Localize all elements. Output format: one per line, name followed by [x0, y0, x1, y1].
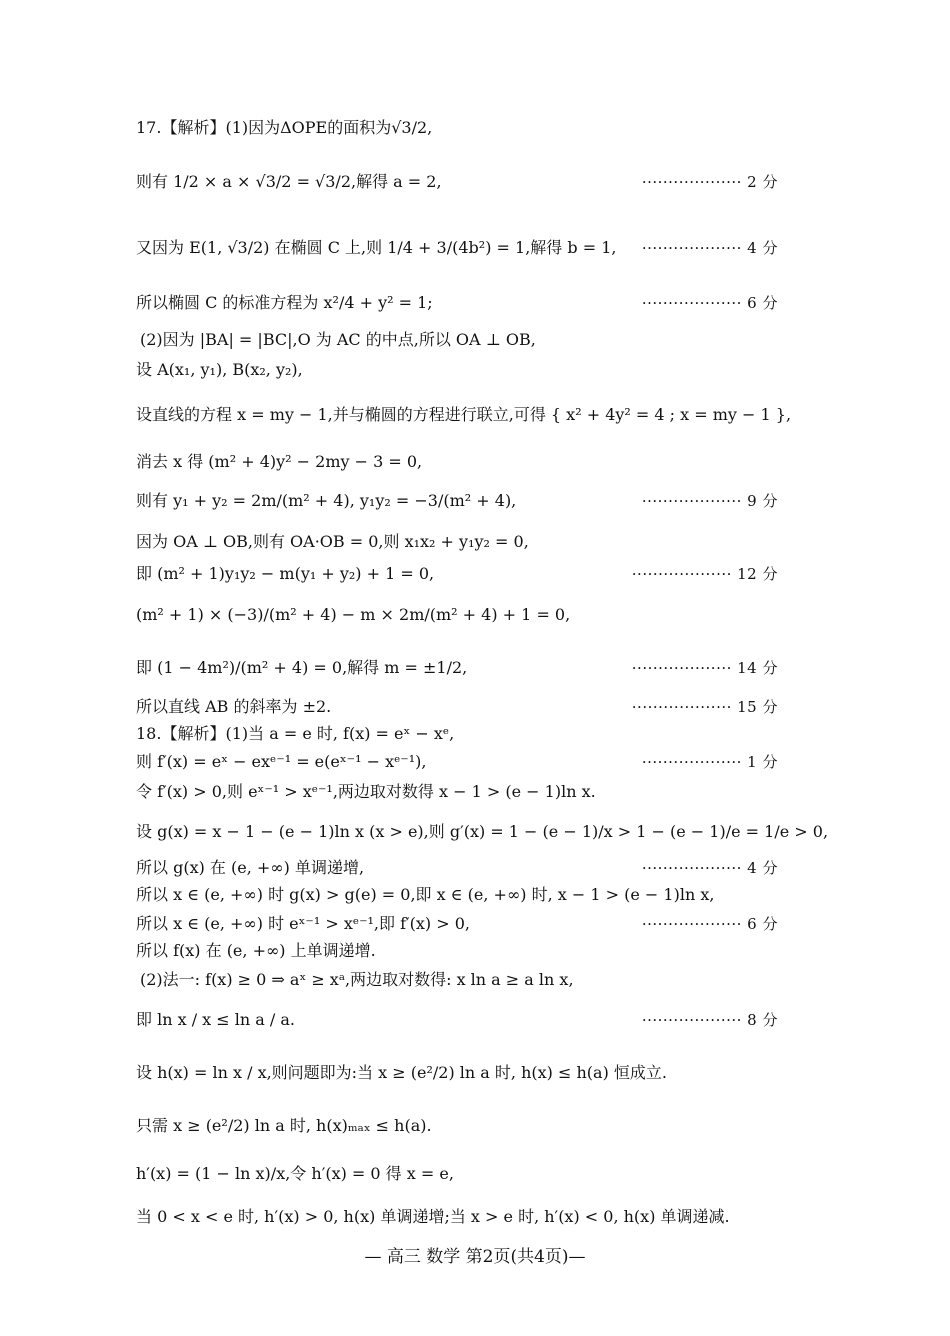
solution-line-11: 即 (m² + 1)y₁y₂ − m(y₁ + y₂) + 1 = 0, — [136, 564, 435, 583]
score-marker: ··················· 1 分 — [641, 753, 778, 771]
solution-line-9: 则有 y₁ + y₂ = 2m/(m² + 4), y₁y₂ = −3/(m² + 4), — [136, 491, 517, 510]
solution-line-15: 18.【解析】(1)当 a = e 时, f(x) = eˣ − xᵉ, — [136, 724, 455, 743]
solution-line-14: 所以直线 AB 的斜率为 ±2. — [136, 697, 332, 716]
solution-line-27: h′(x) = (1 − ln x)/x,令 h′(x) = 0 得 x = e, — [136, 1164, 454, 1183]
solution-line-7: 设直线的方程 x = my − 1,并与椭圆的方程进行联立,可得 { x² + 4y² = 4 ; x = my − 1 }, — [136, 405, 792, 424]
solution-line-13: 即 (1 − 4m²)/(m² + 4) = 0,解得 m = ±1/2, — [136, 658, 468, 677]
solution-line-16: 则 f′(x) = eˣ − exᵉ⁻¹ = e(eˣ⁻¹ − xᵉ⁻¹), — [136, 752, 427, 771]
solution-line-22: 所以 f(x) 在 (e, +∞) 上单调递增. — [136, 941, 376, 960]
page-footer: — 高三 数学 第2页(共4页)— — [364, 1247, 586, 1267]
solution-line-19: 所以 g(x) 在 (e, +∞) 单调递增, — [136, 858, 365, 877]
score-marker: ··················· 4 分 — [641, 859, 778, 877]
solution-line-23: (2)法一: f(x) ≥ 0 ⇒ aˣ ≥ xᵃ,两边取对数得: x ln a ≥ a ln x, — [140, 970, 574, 989]
solution-line-1: 17.【解析】(1)因为ΔOPE的面积为√3/2, — [136, 118, 433, 137]
solution-line-28: 当 0 < x < e 时, h′(x) > 0, h(x) 单调递增;当 x > e 时, h′(x) < 0, h(x) 单调递减. — [136, 1207, 730, 1226]
solution-line-4: 所以椭圆 C 的标准方程为 x²/4 + y² = 1; — [136, 293, 433, 312]
score-marker: ··················· 15 分 — [631, 698, 778, 716]
solution-line-5: (2)因为 |BA| = |BC|,O 为 AC 的中点,所以 OA ⊥ OB, — [140, 330, 536, 349]
score-marker: ··················· 6 分 — [641, 294, 778, 312]
score-marker: ··················· 12 分 — [631, 565, 778, 583]
score-marker: ··················· 6 分 — [641, 915, 778, 933]
solution-line-10: 因为 OA ⊥ OB,则有 OA·OB = 0,则 x₁x₂ + y₁y₂ = 0, — [136, 532, 529, 551]
solution-line-3: 又因为 E(1, √3/2) 在椭圆 C 上,则 1/4 + 3/(4b²) = 1,解得 b = 1, — [136, 238, 617, 257]
score-marker: ··················· 9 分 — [641, 492, 778, 510]
solution-line-26: 只需 x ≥ (e²/2) ln a 时, h(x)ₘₐₓ ≤ h(a). — [136, 1116, 432, 1135]
solution-line-2: 则有 1/2 × a × √3/2 = √3/2,解得 a = 2, — [136, 172, 442, 191]
solution-line-6: 设 A(x₁, y₁), B(x₂, y₂), — [136, 360, 303, 379]
solution-line-17: 令 f′(x) > 0,则 eˣ⁻¹ > xᵉ⁻¹,两边取对数得 x − 1 > (e − 1)ln x. — [136, 782, 596, 801]
solution-line-12: (m² + 1) × (−3)/(m² + 4) − m × 2m/(m² + 4) + 1 = 0, — [136, 605, 571, 624]
score-marker: ··················· 14 分 — [631, 659, 778, 677]
solution-line-25: 设 h(x) = ln x / x,则问题即为:当 x ≥ (e²/2) ln a 时, h(x) ≤ h(a) 恒成立. — [136, 1063, 667, 1082]
score-marker: ··················· 2 分 — [641, 173, 778, 191]
solution-line-21: 所以 x ∈ (e, +∞) 时 eˣ⁻¹ > xᵉ⁻¹,即 f′(x) > 0, — [136, 914, 471, 933]
solution-line-18: 设 g(x) = x − 1 − (e − 1)ln x (x > e),则 g′(x) = 1 − (e − 1)/x > 1 − (e − 1)/e = 1/e > 0, — [136, 822, 829, 841]
solution-line-8: 消去 x 得 (m² + 4)y² − 2my − 3 = 0, — [136, 452, 423, 471]
score-marker: ··················· 4 分 — [641, 239, 778, 257]
solution-line-24: 即 ln x / x ≤ ln a / a. — [136, 1010, 296, 1029]
score-marker: ··················· 8 分 — [641, 1011, 778, 1029]
solution-line-20: 所以 x ∈ (e, +∞) 时 g(x) > g(e) = 0,即 x ∈ (e, +∞) 时, x − 1 > (e − 1)ln x, — [136, 885, 715, 904]
